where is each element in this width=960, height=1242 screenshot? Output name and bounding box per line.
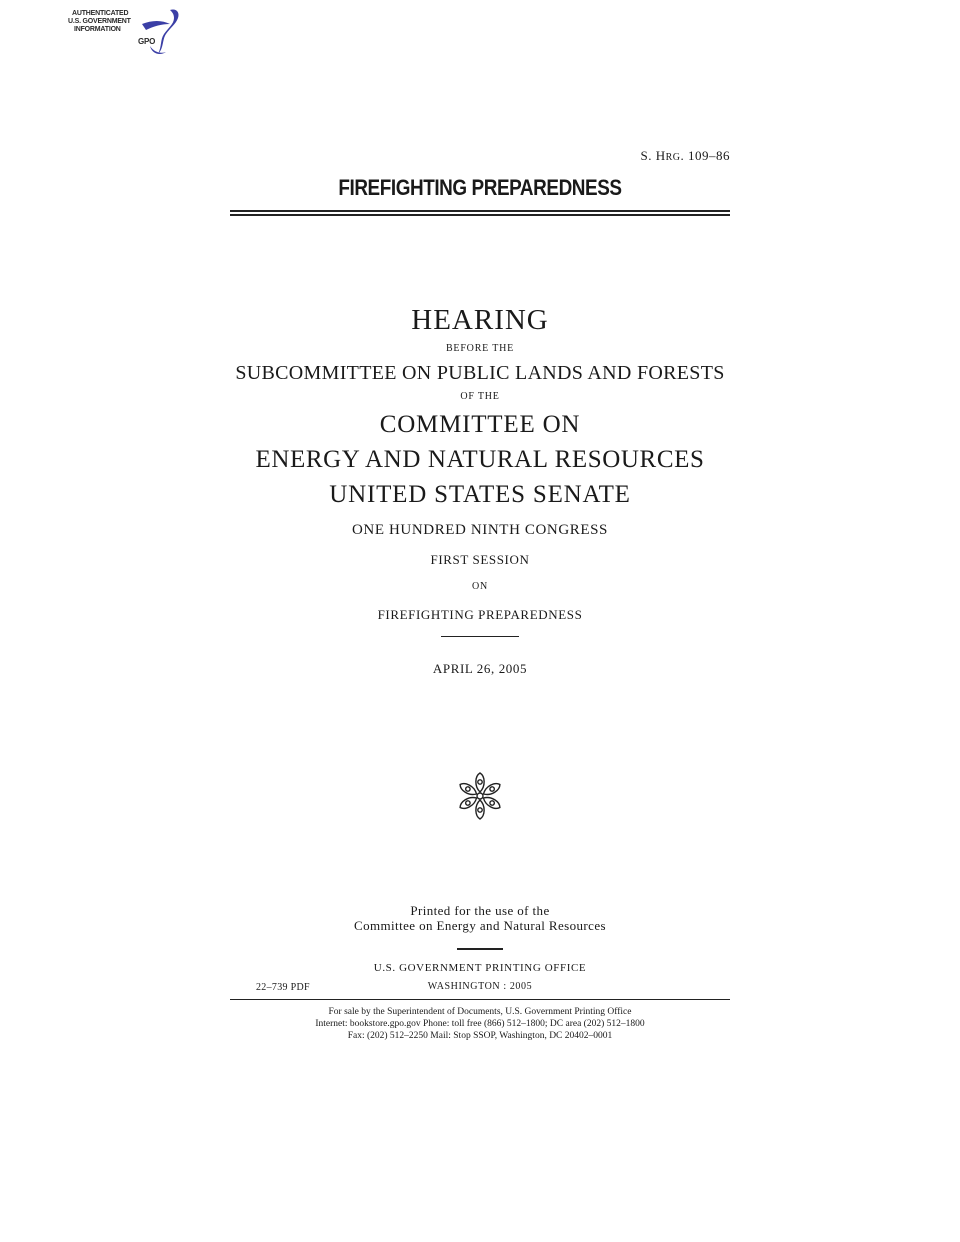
hearing-number [560,148,730,164]
imprint-rule [230,999,730,1000]
of-the-text: OF THE [460,391,500,402]
hearing-number-prefix: S. H [640,148,666,163]
topic-divider [441,636,519,637]
sale-info-line-2: Internet: bookstore.gpo.gov Phone: toll free (866) 512–1800; DC area (202) 512–1800 [315,1019,645,1029]
congress-text: ONE HUNDRED NINTH CONGRESS [351,522,609,538]
seal-line-2: U.S. GOVERNMENT [68,18,131,25]
printed-for-divider [457,948,503,950]
session-text: FIRST SESSION [430,552,530,567]
title-rule-lower [230,214,730,216]
seal-line-1: AUTHENTICATED [72,10,129,17]
hearing-heading: HEARING [411,304,549,336]
hearing-number-smallcaps: RG [665,152,681,163]
place-date: WASHINGTON : 2005 [427,981,533,992]
ornament-icon [454,770,506,822]
before-the-text: BEFORE THE [445,343,515,354]
committee-name: ENERGY AND NATURAL RESOURCES [255,446,705,473]
page-title: FIREFIGHTING PREPAREDNESS [338,175,622,200]
seal-line-3: INFORMATION [74,26,121,33]
sale-info-line-1: For sale by the Superintendent of Documents, U.S. Government Printing Office [328,1007,632,1017]
document-id: 22–739 PDF [256,982,310,993]
seal-gpo-text: GPO [138,37,156,46]
eagle-icon [140,6,182,58]
sale-info-line-3: Fax: (202) 512–2250 Mail: Stop SSOP, Washington, DC 20402–0001 [347,1031,613,1041]
subcommittee-name: SUBCOMMITTEE ON PUBLIC LANDS AND FORESTS [235,362,725,384]
hearing-number-value: . 109–86 [680,148,730,163]
printing-office: U.S. GOVERNMENT PRINTING OFFICE [373,962,587,974]
printed-for-line-2: Committee on Energy and Natural Resources [354,918,606,933]
on-text: ON [471,581,489,592]
hearing-date: APRIL 26, 2005 [432,661,528,676]
committee-on-heading: COMMITTEE ON [379,411,581,438]
printed-for-line-1: Printed for the use of the [410,903,550,918]
senate-heading: UNITED STATES SENATE [329,481,631,508]
gpo-authentication-seal [62,6,182,58]
hearing-topic: FIREFIGHTING PREPAREDNESS [377,607,583,622]
title-rule-upper [230,210,730,212]
